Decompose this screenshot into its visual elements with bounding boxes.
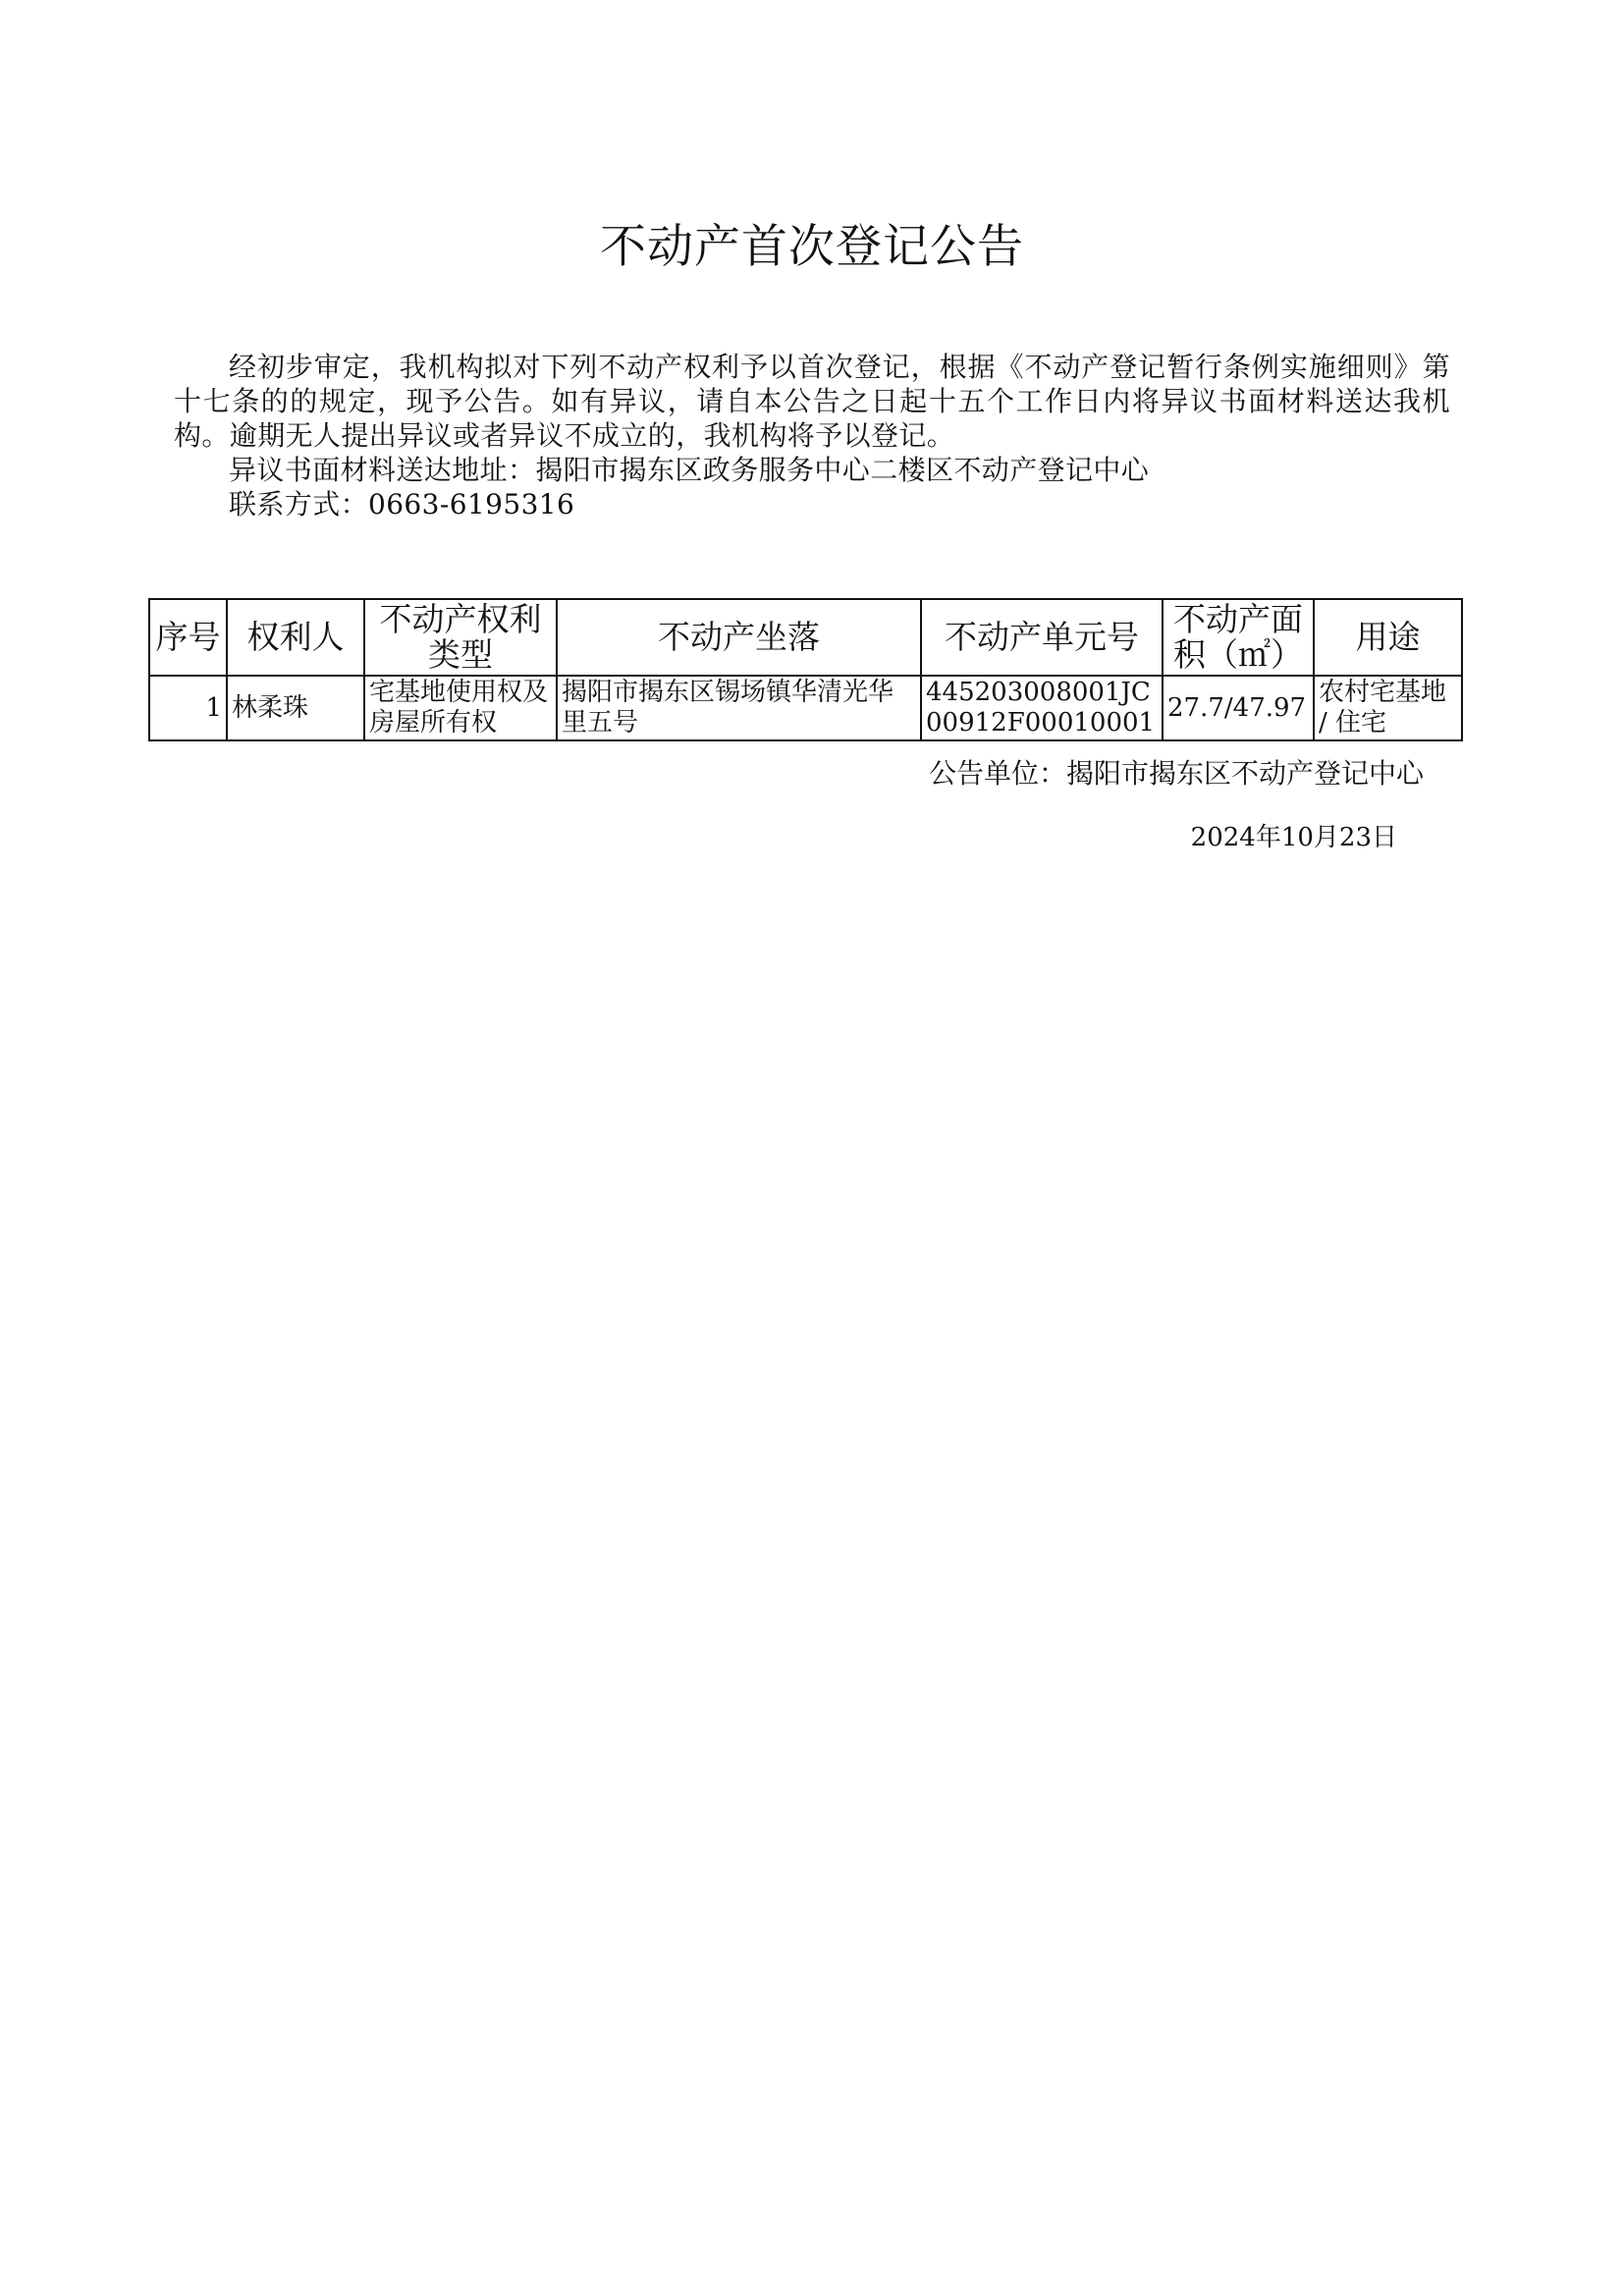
cell-unit-no: 445203008001JC00912F00010001	[921, 676, 1163, 740]
cell-location: 揭阳市揭东区锡场镇华清光华里五号	[557, 676, 921, 740]
issue-date: 2024年10月23日	[1190, 823, 1397, 852]
cell-holder: 林柔珠	[227, 676, 364, 740]
issuing-unit: 公告单位：揭阳市揭东区不动产登记中心	[928, 757, 1424, 790]
registration-table	[148, 598, 1463, 741]
objection-address: 异议书面材料送达地址：揭阳市揭东区政务服务中心二楼区不动产登记中心	[229, 454, 1150, 486]
header-area: 不动产面积（㎡）	[1163, 599, 1314, 676]
intro-paragraph: 经初步审定，我机构拟对下列不动产权利予以首次登记，根据《不动产登记暂行条例实施细则》第十七条的的规定，现予公告。如有异议，请自本公告之日起十五个工作日内将异议书面材料送达我机构。逾期无人提出异议或者异议不成立的，我机构将予以登记。	[174, 351, 1450, 452]
header-right-type: 不动产权利类型	[364, 599, 557, 676]
table-header-row	[149, 599, 1462, 676]
cell-usage: 农村宅基地 / 住宅	[1314, 676, 1462, 740]
header-unit-no: 不动产单元号	[921, 599, 1163, 676]
header-seq: 序号	[149, 599, 227, 676]
contact-info: 联系方式：0663-6195316	[229, 488, 575, 520]
page-title: 不动产首次登记公告	[600, 220, 1024, 274]
cell-area: 27.7/47.97	[1163, 676, 1314, 740]
header-usage: 用途	[1314, 599, 1462, 676]
header-holder: 权利人	[227, 599, 364, 676]
cell-seq: 1	[149, 676, 227, 740]
cell-right-type: 宅基地使用权及房屋所有权	[364, 676, 557, 740]
header-location: 不动产坐落	[557, 599, 921, 676]
table-row	[149, 676, 1462, 740]
announcement-body	[174, 350, 1450, 521]
